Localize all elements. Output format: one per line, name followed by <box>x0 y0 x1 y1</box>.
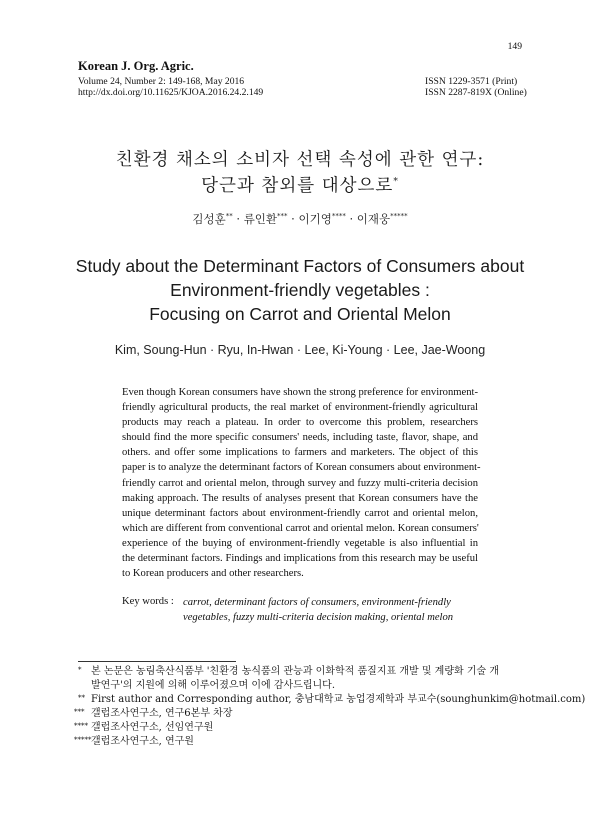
author-separator: · <box>287 212 299 226</box>
abstract-line: others. and offer some implications to farmers and marketers. The object of this <box>122 447 478 459</box>
abstract-line: paper is to analyze the determinant factors of Korean consumers about environment- <box>122 462 481 474</box>
korean-title-mark: * <box>393 177 399 188</box>
author-ko-name: 김성훈 <box>192 212 226 226</box>
abstract-line: Even though Korean consumers have shown the strong preference for environment- <box>122 387 478 398</box>
abstract-line: experience of the buying of environment-friendly vegetable is also influential in <box>122 537 478 549</box>
korean-title-line-1: 친환경 채소의 소비자 선택 속성에 관한 연구: <box>115 150 485 170</box>
korean-authors <box>0 211 600 227</box>
footnote-affiliation <box>74 735 522 749</box>
issn-print: ISSN 1229-3571 (Print) <box>425 76 518 87</box>
author-separator: · <box>345 212 357 226</box>
footnote-text: 본 논문은 농림축산식품부 '친환경 농식품의 관능과 이화학적 품질지표 개발 및 계량화 기술 개 <box>91 666 499 677</box>
footnote-mark: ** <box>78 694 85 702</box>
author-ko-name: 류인환 <box>243 212 278 226</box>
keywords-label: Key words : <box>122 596 174 607</box>
volume-line: Volume 24, Number 2: 149-168, May 2016 <box>78 76 245 87</box>
korean-title-line-2 <box>0 172 600 197</box>
footnote-affiliation <box>74 707 522 721</box>
author-ko-name: 이기영 <box>298 212 332 226</box>
english-title-line-1: Study about the Determinant Factors of Consumers about <box>75 256 525 276</box>
footnote-affiliation <box>74 721 522 735</box>
footnote-text: 갤럽조사연구소, 선임연구원 <box>91 722 214 733</box>
author-ko-mark: ** <box>225 212 233 221</box>
author-ko-mark: **** <box>331 212 346 221</box>
english-title-line-2: Environment-friendly vegetables : <box>170 280 430 300</box>
footnote-mark: * <box>78 666 82 674</box>
abstract-line: to Korean producers and other researchers. <box>122 568 304 580</box>
abstract-line: which are different from conventional carrot and oriental melon. Korean consumers' <box>122 522 479 534</box>
abstract-line: friendly agricultural products, the real market of environment-friendly agricultural <box>122 402 478 414</box>
abstract-line: making approach. The results of analyses present that Korean consumers have the <box>122 492 478 504</box>
footnote-corresponding <box>78 693 586 707</box>
abstract-line: the determinant factors. Findings and implications from this research may be useful <box>122 553 478 565</box>
korean-title-text: 당근과 참외를 대상으로 <box>201 176 394 196</box>
issn-online: ISSN 2287-819X (Online) <box>425 87 527 98</box>
footnote-text: First author and Corresponding author, 충남대학교 농업경제학과 부교수(sounghunkim@hotmail.com) <box>91 694 586 705</box>
footnote-mark: *** <box>74 708 85 716</box>
author-ko-mark: ***** <box>390 212 408 221</box>
footnote-text: 갤럽조사연구소, 연구6본부 차장 <box>91 708 233 719</box>
abstract-line: products may reach a plateau. In order to overcome this problem, researchers <box>122 417 478 429</box>
journal-name: Korean J. Org. Agric. <box>78 59 194 73</box>
author-ko-name: 이재웅 <box>356 212 391 226</box>
english-title-line-3: Focusing on Carrot and Oriental Melon <box>149 304 451 324</box>
footnotes <box>74 665 586 749</box>
author-ko-mark: *** <box>277 212 288 221</box>
keywords-text <box>183 596 453 625</box>
abstract-line: unique determinant factors about environment-friendly carrot and oriental melon, <box>122 507 478 519</box>
footnote-mark: **** <box>74 722 88 730</box>
footnote-text: 갤럽조사연구소, 연구원 <box>91 736 194 747</box>
keywords-line-1: carrot, determinant factors of consumers, environment-friendly <box>183 597 451 608</box>
footnote-mark: ***** <box>74 736 92 744</box>
doi-link[interactable]: http://dx.doi.org/10.11625/KJOA.2016.24.2.149 <box>78 87 264 98</box>
abstract-line: should find the more specific consumers' needs, including taste, flavor, shape, and <box>122 432 478 444</box>
author-separator: · <box>232 212 244 226</box>
footnote-text: 발연구'의 지원에 의해 이루어졌으며 이에 감사드립니다. <box>91 680 336 691</box>
english-authors: Kim, Soung-Hun · Ryu, In-Hwan · Lee, Ki-Young · Lee, Jae-Woong <box>114 343 486 357</box>
keywords-line-2: vegetables, fuzzy multi-criteria decision making, oriental melon <box>183 611 454 623</box>
footnote-funding <box>78 665 522 693</box>
footnote-divider <box>78 661 236 662</box>
page-number: 149 <box>507 41 522 52</box>
abstract-line: friendly carrot and oriental melon, through survey and fuzzy multi-criteria decision <box>122 477 478 489</box>
abstract <box>122 385 481 581</box>
